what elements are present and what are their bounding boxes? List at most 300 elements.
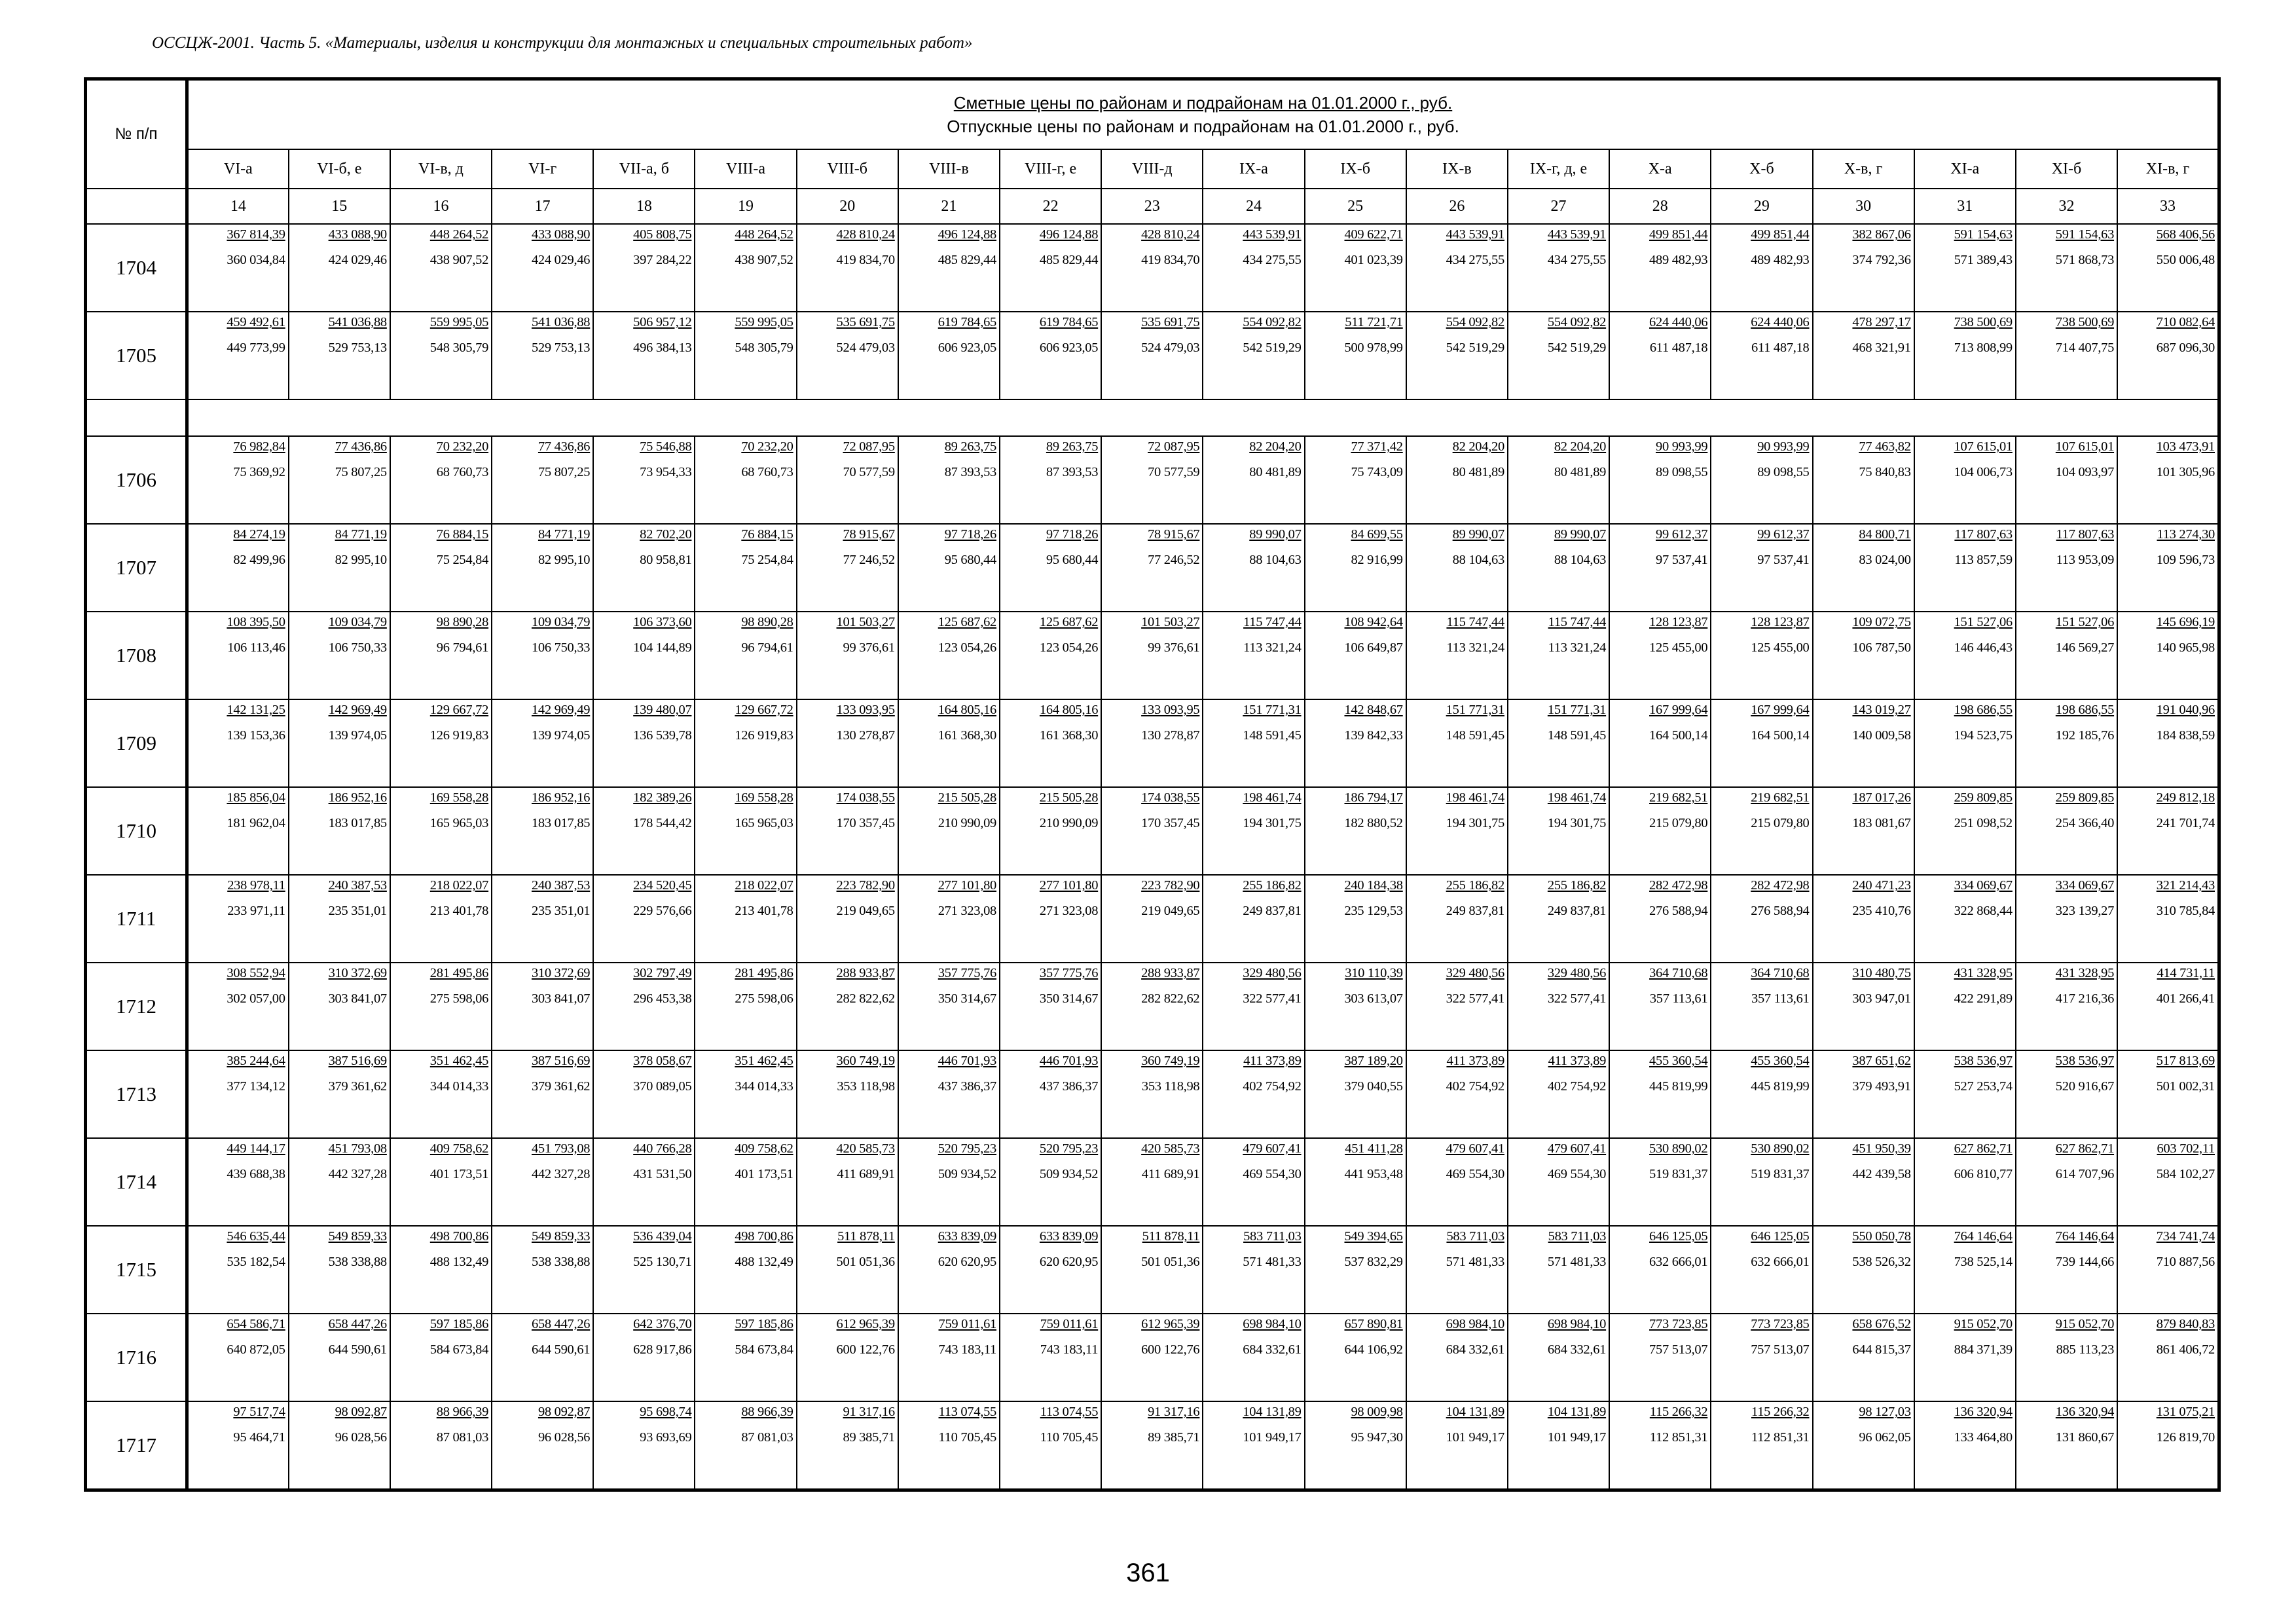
estimate-price: 186 952,16 (531, 790, 591, 805)
release-price: 437 386,37 (938, 1079, 996, 1094)
estimate-price: 115 747,44 (1243, 615, 1302, 629)
release-price: 182 880,52 (1344, 816, 1403, 830)
row-number: 1712 (86, 963, 187, 1050)
column-number-blank (86, 189, 187, 224)
price-cell (1609, 1138, 1711, 1226)
release-price: 249 837,81 (1446, 904, 1504, 918)
price-cell (1203, 312, 1304, 399)
estimate-price: 479 607,41 (1243, 1141, 1302, 1156)
price-cell (898, 524, 1000, 612)
price-cell (1406, 699, 1508, 787)
release-price: 488 132,49 (735, 1255, 793, 1269)
table-row (86, 1050, 2219, 1138)
estimate-price: 219 682,51 (1649, 790, 1708, 805)
price-cell (492, 1138, 593, 1226)
price-cell (898, 699, 1000, 787)
estimate-price: 117 807,63 (1954, 527, 2013, 542)
estimate-price: 76 884,15 (436, 527, 489, 542)
estimate-price: 506 957,12 (633, 315, 692, 329)
release-price: 310 785,84 (2156, 904, 2215, 918)
estimate-price: 624 440,06 (1751, 315, 1810, 329)
price-cell (1406, 224, 1508, 312)
estimate-price: 240 387,53 (328, 878, 387, 893)
release-price: 600 122,76 (836, 1342, 895, 1357)
estimate-price: 282 472,98 (1649, 878, 1708, 893)
release-price: 271 323,08 (938, 904, 996, 918)
estimate-price: 238 978,11 (227, 878, 285, 893)
price-cell (1609, 312, 1711, 399)
price-cell (1508, 436, 1609, 524)
estimate-price: 234 520,45 (633, 878, 692, 893)
release-price: 303 947,01 (1852, 991, 1911, 1006)
price-cell (1203, 963, 1304, 1050)
release-price: 133 464,80 (1954, 1430, 2013, 1445)
price-cell (289, 224, 390, 312)
release-price: 738 525,14 (1954, 1255, 2013, 1269)
price-cell (593, 524, 695, 612)
estimate-price: 734 741,74 (2156, 1229, 2215, 1244)
estimate-price: 520 795,23 (938, 1141, 996, 1156)
column-number: 20 (797, 189, 898, 224)
release-price: 219 049,65 (1141, 904, 1200, 918)
estimate-price: 329 480,56 (1547, 966, 1607, 980)
release-price-title: Отпускные цены по районам и подрайонам на 01.01.2000 г., руб. (947, 117, 1459, 136)
price-cell (2016, 436, 2117, 524)
release-price: 344 014,33 (429, 1079, 489, 1094)
price-cell (1000, 312, 1101, 399)
estimate-price: 420 585,73 (836, 1141, 895, 1156)
release-price: 445 819,99 (1649, 1079, 1708, 1094)
price-cell (1000, 1050, 1101, 1138)
release-price: 632 666,01 (1649, 1255, 1708, 1269)
release-price: 113 857,59 (1954, 553, 2013, 567)
estimate-price: 479 607,41 (1547, 1141, 1607, 1156)
district-header: VI-б, е (289, 149, 390, 189)
release-price: 442 327,28 (531, 1167, 591, 1181)
estimate-price: 84 771,19 (538, 527, 591, 542)
release-price: 184 838,59 (2156, 728, 2215, 743)
price-cell (898, 875, 1000, 963)
release-price: 632 666,01 (1751, 1255, 1810, 1269)
release-price: 95 947,30 (1351, 1430, 1403, 1445)
estimate-price: 498 700,86 (735, 1229, 793, 1244)
price-cell (390, 1401, 492, 1490)
release-price: 303 613,07 (1344, 991, 1403, 1006)
estimate-price: 499 851,44 (1751, 227, 1810, 242)
price-cell (1813, 436, 1914, 524)
price-cell (593, 612, 695, 699)
estimate-price: 240 471,23 (1852, 878, 1911, 893)
release-price: 469 554,30 (1243, 1167, 1302, 1181)
release-price: 739 144,66 (2055, 1255, 2115, 1269)
price-cell (1406, 1314, 1508, 1401)
release-price: 113 321,24 (1243, 640, 1302, 655)
column-number: 27 (1508, 189, 1609, 224)
column-number-row (86, 189, 2219, 224)
estimate-price: 583 711,03 (1446, 1229, 1504, 1244)
column-number: 17 (492, 189, 593, 224)
estimate-price: 334 069,67 (1954, 878, 2013, 893)
release-price: 251 098,52 (1954, 816, 2013, 830)
price-cell (289, 1138, 390, 1226)
price-cell (1508, 1401, 1609, 1490)
price-cell (1305, 1050, 1406, 1138)
release-price: 96 028,56 (335, 1430, 387, 1445)
release-price: 620 620,95 (938, 1255, 996, 1269)
release-price: 485 829,44 (938, 253, 996, 267)
release-price: 95 680,44 (944, 553, 996, 567)
release-price: 434 275,55 (1547, 253, 1607, 267)
price-table (84, 77, 2221, 1492)
release-price: 757 513,07 (1649, 1342, 1708, 1357)
release-price: 96 028,56 (538, 1430, 591, 1445)
estimate-price: 223 782,90 (836, 878, 895, 893)
release-price: 884 371,39 (1954, 1342, 2013, 1357)
price-cell (1000, 787, 1101, 875)
release-price: 123 054,26 (1039, 640, 1099, 655)
estimate-price: 549 394,65 (1344, 1229, 1403, 1244)
release-price: 96 794,61 (741, 640, 793, 655)
price-cell (187, 524, 289, 612)
column-number: 32 (2016, 189, 2117, 224)
price-cell (1711, 875, 1812, 963)
estimate-price: 89 990,07 (1554, 527, 1607, 542)
row-number: 1713 (86, 1050, 187, 1138)
table-row (86, 436, 2219, 524)
price-cell (289, 875, 390, 963)
estimate-price: 360 749,19 (1141, 1054, 1200, 1068)
release-price: 644 590,61 (328, 1342, 387, 1357)
release-price: 434 275,55 (1446, 253, 1504, 267)
release-price: 77 246,52 (1148, 553, 1200, 567)
release-price: 571 481,33 (1243, 1255, 1302, 1269)
price-cell (695, 787, 796, 875)
estimate-price: 151 527,06 (1954, 615, 2013, 629)
release-price: 509 934,52 (938, 1167, 996, 1181)
estimate-price: 334 069,67 (2055, 878, 2115, 893)
release-price: 442 327,28 (328, 1167, 387, 1181)
release-price: 438 907,52 (735, 253, 793, 267)
price-cell (1000, 1226, 1101, 1314)
release-price: 529 753,13 (328, 341, 387, 355)
price-cell (390, 1138, 492, 1226)
release-price: 885 113,23 (2056, 1342, 2115, 1357)
price-cell (898, 1314, 1000, 1401)
price-cell (1000, 436, 1101, 524)
estimate-price: 133 093,95 (1141, 703, 1200, 717)
estimate-price: 89 263,75 (1046, 439, 1099, 454)
price-cell (1813, 1050, 1914, 1138)
estimate-price: 288 933,87 (1141, 966, 1200, 980)
estimate-price: 240 184,38 (1344, 878, 1403, 893)
column-number: 25 (1305, 189, 1406, 224)
estimate-price: 215 505,28 (938, 790, 996, 805)
release-price: 743 183,11 (938, 1342, 996, 1357)
estimate-price: 109 072,75 (1852, 615, 1911, 629)
price-cell (289, 787, 390, 875)
estimate-price: 446 701,93 (1039, 1054, 1099, 1068)
price-cell (2016, 875, 2117, 963)
estimate-price: 646 125,05 (1751, 1229, 1810, 1244)
release-price: 80 958,81 (640, 553, 692, 567)
release-price: 757 513,07 (1751, 1342, 1810, 1357)
release-price: 424 029,46 (531, 253, 591, 267)
release-price: 75 254,84 (436, 553, 489, 567)
price-cell (1609, 436, 1711, 524)
release-price: 542 519,29 (1547, 341, 1607, 355)
price-cell (289, 699, 390, 787)
estimate-price: 612 965,39 (1141, 1317, 1200, 1331)
price-cell (797, 436, 898, 524)
estimate-price: 108 395,50 (227, 615, 285, 629)
release-price: 485 829,44 (1039, 253, 1099, 267)
estimate-price: 357 775,76 (1039, 966, 1099, 980)
estimate-price: 128 123,87 (1649, 615, 1708, 629)
release-price: 164 500,14 (1751, 728, 1810, 743)
price-cell (1508, 787, 1609, 875)
estimate-price: 710 082,64 (2156, 315, 2215, 329)
release-price: 620 620,95 (1039, 1255, 1099, 1269)
price-cell (390, 224, 492, 312)
release-price: 183 017,85 (328, 816, 387, 830)
release-price: 303 841,07 (531, 991, 591, 1006)
release-price: 99 376,61 (843, 640, 895, 655)
release-price: 275 598,06 (735, 991, 793, 1006)
release-price: 441 953,48 (1344, 1167, 1403, 1181)
estimate-price: 310 372,69 (328, 966, 387, 980)
release-price: 584 673,84 (429, 1342, 489, 1357)
release-price: 89 098,55 (1656, 465, 1708, 479)
estimate-price: 433 088,90 (328, 227, 387, 242)
release-price: 271 323,08 (1039, 904, 1099, 918)
column-number: 33 (2117, 189, 2219, 224)
estimate-price: 136 320,94 (2055, 1405, 2115, 1419)
price-cell (390, 436, 492, 524)
price-cell (1101, 787, 1203, 875)
price-cell (1406, 312, 1508, 399)
estimate-price: 219 682,51 (1751, 790, 1810, 805)
release-price: 419 834,70 (836, 253, 895, 267)
price-cell (1609, 787, 1711, 875)
estimate-price: 106 373,60 (633, 615, 692, 629)
release-price: 170 357,45 (836, 816, 895, 830)
release-price: 360 034,84 (227, 253, 285, 267)
estimate-price: 115 266,32 (1649, 1405, 1708, 1419)
estimate-price: 443 539,91 (1547, 227, 1607, 242)
estimate-price: 443 539,91 (1243, 227, 1302, 242)
release-price: 525 130,71 (633, 1255, 692, 1269)
price-cell (390, 524, 492, 612)
price-cell (1203, 875, 1304, 963)
release-price: 75 807,25 (538, 465, 591, 479)
estimate-price: 624 440,06 (1649, 315, 1708, 329)
release-price: 571 481,33 (1547, 1255, 1607, 1269)
price-cell (2016, 224, 2117, 312)
district-header: XI-в, г (2117, 149, 2219, 189)
release-price: 402 754,92 (1243, 1079, 1302, 1094)
estimate-price: 451 411,28 (1345, 1141, 1403, 1156)
district-header: VIII-а (695, 149, 796, 189)
price-cell (492, 1050, 593, 1138)
release-price: 88 104,63 (1554, 553, 1607, 567)
price-cell (797, 1138, 898, 1226)
price-cell (390, 312, 492, 399)
estimate-price: 538 536,97 (1954, 1054, 2013, 1068)
release-price: 110 705,45 (1040, 1430, 1099, 1445)
price-cell (1203, 524, 1304, 612)
estimate-price: 530 890,02 (1649, 1141, 1708, 1156)
release-price: 538 526,32 (1852, 1255, 1911, 1269)
estimate-price: 511 878,11 (1142, 1229, 1200, 1244)
estimate-price: 364 710,68 (1751, 966, 1810, 980)
price-cell (187, 1050, 289, 1138)
price-cell (593, 224, 695, 312)
estimate-price: 151 771,31 (1446, 703, 1504, 717)
estimate-price: 387 189,20 (1344, 1054, 1403, 1068)
estimate-price: 142 848,67 (1344, 703, 1403, 717)
estimate-price: 879 840,83 (2156, 1317, 2215, 1331)
table-row (86, 1226, 2219, 1314)
price-cell (2016, 1314, 2117, 1401)
price-cell (1609, 524, 1711, 612)
estimate-price: 107 615,01 (2055, 439, 2115, 454)
district-header: VIII-г, е (1000, 149, 1101, 189)
release-price: 524 479,03 (1141, 341, 1200, 355)
estimate-price: 479 607,41 (1446, 1141, 1504, 1156)
estimate-price: 76 884,15 (741, 527, 793, 542)
price-cell (593, 787, 695, 875)
estimate-price: 97 718,26 (944, 527, 996, 542)
spacer-cell (86, 399, 187, 436)
district-header: VIII-б (797, 149, 898, 189)
release-price: 80 481,89 (1249, 465, 1302, 479)
price-cell (1914, 699, 2016, 787)
price-cell (1508, 312, 1609, 399)
release-price: 417 216,36 (2055, 991, 2115, 1006)
estimate-price: 98 092,87 (335, 1405, 387, 1419)
price-cell (289, 1401, 390, 1490)
district-header: VIII-д (1101, 149, 1203, 189)
estimate-price: 597 185,86 (429, 1317, 489, 1331)
row-number: 1717 (86, 1401, 187, 1490)
release-price: 379 361,62 (328, 1079, 387, 1094)
estimate-price: 310 372,69 (531, 966, 591, 980)
estimate-price: 541 036,88 (531, 315, 591, 329)
estimate-price: 98 890,28 (436, 615, 489, 629)
estimate-price: 351 462,45 (429, 1054, 489, 1068)
estimate-price: 658 447,26 (531, 1317, 591, 1331)
estimate-price: 240 387,53 (531, 878, 591, 893)
price-cell (1508, 963, 1609, 1050)
estimate-price: 78 915,67 (843, 527, 895, 542)
estimate-price: 554 092,82 (1243, 315, 1302, 329)
release-price: 379 361,62 (531, 1079, 591, 1094)
price-cell (1000, 612, 1101, 699)
price-cell (593, 1050, 695, 1138)
estimate-price: 88 966,39 (436, 1405, 489, 1419)
estimate-price: 167 999,64 (1649, 703, 1708, 717)
price-cell (1914, 963, 2016, 1050)
release-price: 194 523,75 (1954, 728, 2013, 743)
release-price: 235 351,01 (328, 904, 387, 918)
price-cell (695, 312, 796, 399)
estimate-price: 409 758,62 (735, 1141, 793, 1156)
release-price: 104 144,89 (633, 640, 692, 655)
price-cell (797, 875, 898, 963)
price-cell (1813, 699, 1914, 787)
estimate-price: 108 942,64 (1344, 615, 1403, 629)
price-cell (289, 1226, 390, 1314)
price-cell (1101, 699, 1203, 787)
price-cell (1711, 436, 1812, 524)
price-cell (1711, 787, 1812, 875)
estimate-price: 698 984,10 (1446, 1317, 1504, 1331)
release-price: 509 934,52 (1039, 1167, 1099, 1181)
release-price: 571 481,33 (1446, 1255, 1504, 1269)
price-cell (1711, 1314, 1812, 1401)
release-price: 296 453,38 (633, 991, 692, 1006)
price-cell (1609, 699, 1711, 787)
estimate-price: 77 371,42 (1351, 439, 1403, 454)
price-cell (1305, 436, 1406, 524)
release-price: 215 079,80 (1649, 816, 1708, 830)
price-cell (1101, 524, 1203, 612)
price-cell (1914, 1050, 2016, 1138)
price-cell (1406, 524, 1508, 612)
price-cell (187, 1138, 289, 1226)
estimate-price: 308 552,94 (227, 966, 285, 980)
estimate-price: 387 651,62 (1852, 1054, 1911, 1068)
release-price: 95 680,44 (1046, 553, 1099, 567)
estimate-price: 559 995,05 (429, 315, 489, 329)
district-header: X-в, г (1813, 149, 1914, 189)
price-cell (1813, 963, 1914, 1050)
release-price: 489 482,93 (1649, 253, 1708, 267)
price-cell (1406, 1138, 1508, 1226)
estimate-price: 597 185,86 (735, 1317, 793, 1331)
price-cell (187, 612, 289, 699)
estimate-price: 378 058,67 (633, 1054, 692, 1068)
price-cell (1406, 787, 1508, 875)
estimate-price: 191 040,96 (2156, 703, 2215, 717)
estimate-price: 367 814,39 (227, 227, 285, 242)
release-price: 80 481,89 (1554, 465, 1607, 479)
estimate-price: 125 687,62 (1039, 615, 1099, 629)
estimate-price: 99 612,37 (1757, 527, 1810, 542)
release-price: 194 301,75 (1243, 816, 1302, 830)
release-price: 241 701,74 (2156, 816, 2215, 830)
column-number: 18 (593, 189, 695, 224)
estimate-price: 255 186,82 (1547, 878, 1607, 893)
release-price: 70 577,59 (843, 465, 895, 479)
estimate-price: 411 373,89 (1446, 1054, 1504, 1068)
release-price: 611 487,18 (1649, 341, 1708, 355)
price-cell (1609, 963, 1711, 1050)
release-price: 113 953,09 (2056, 553, 2115, 567)
estimate-price: 420 585,73 (1141, 1141, 1200, 1156)
estimate-price: 428 810,24 (1141, 227, 1200, 242)
release-price: 424 029,46 (328, 253, 387, 267)
estimate-price: 535 691,75 (836, 315, 895, 329)
price-cell (898, 224, 1000, 312)
price-cell (1813, 224, 1914, 312)
release-price: 401 173,51 (735, 1167, 793, 1181)
release-price: 710 887,56 (2156, 1255, 2215, 1269)
price-cell (492, 699, 593, 787)
estimate-price: 498 700,86 (429, 1229, 489, 1244)
district-header: VII-а, б (593, 149, 695, 189)
estimate-price: 310 110,39 (1345, 966, 1403, 980)
